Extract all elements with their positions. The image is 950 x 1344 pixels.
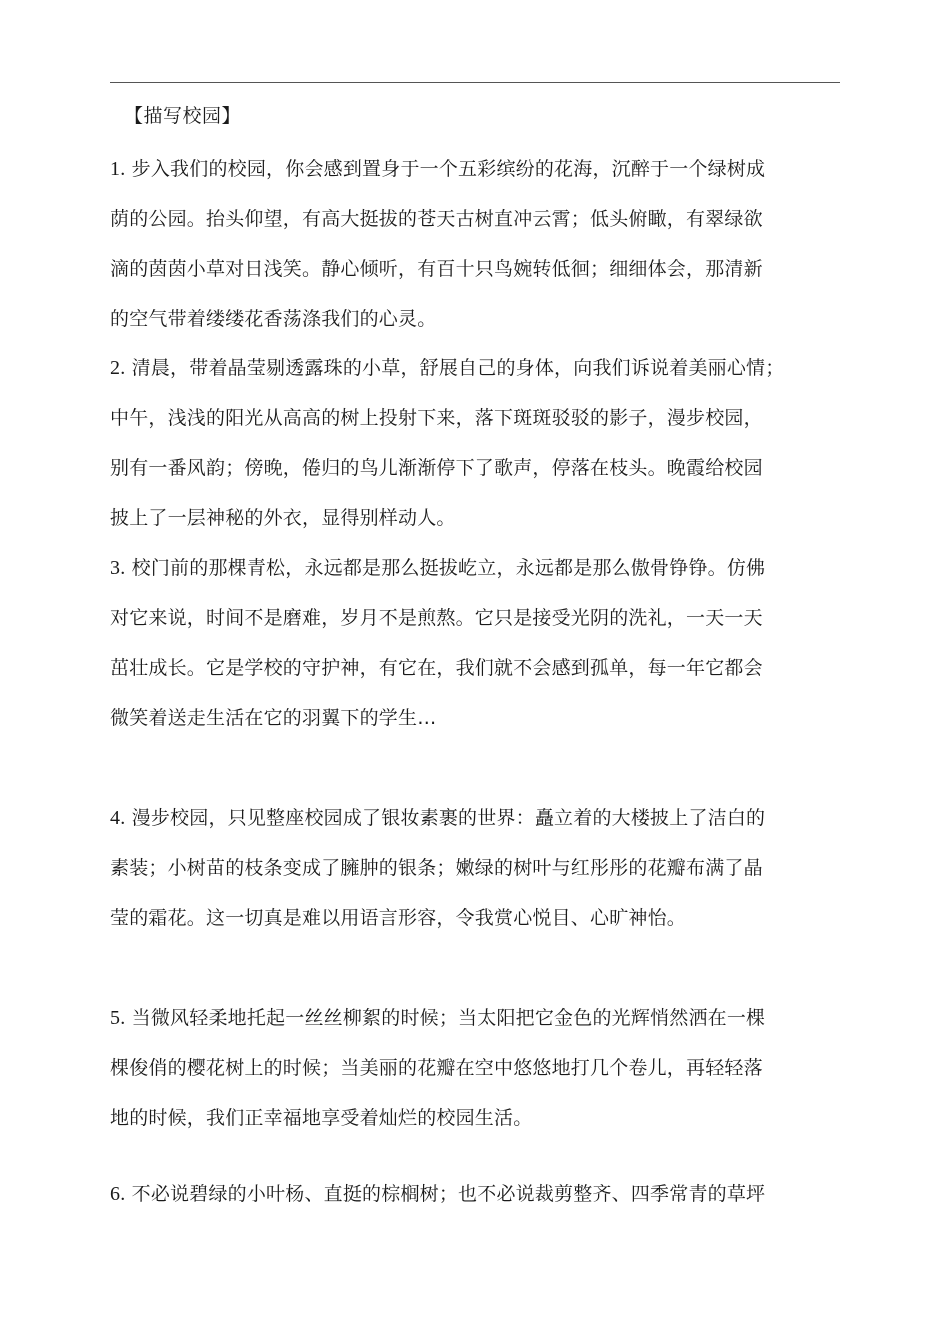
paragraph-line: 4. 漫步校园，只见整座校园成了银妆素裹的世界：矗立着的大楼披上了洁白的	[110, 807, 766, 829]
paragraph-line: 棵俊俏的樱花树上的时候；当美丽的花瓣在空中悠悠地打几个卷儿，再轻轻落	[110, 1057, 763, 1079]
paragraph-line: 别有一番风韵；傍晚，倦归的鸟儿渐渐停下了歌声，停落在枝头。晚霞给校园	[110, 457, 763, 479]
paragraph-line: 素装；小树苗的枝条变成了臃肿的银条；嫩绿的树叶与红彤彤的花瓣布满了晶	[110, 857, 763, 879]
paragraph-line: 1. 步入我们的校园，你会感到置身于一个五彩缤纷的花海，沉醉于一个绿树成	[110, 158, 766, 180]
paragraph-line: 3. 校门前的那棵青松，永远都是那么挺拔屹立，永远都是那么傲骨铮铮。仿佛	[110, 557, 766, 579]
paragraph-number: 2.	[110, 357, 126, 379]
section-heading: 【描写校园】	[124, 105, 242, 127]
paragraph-number: 6.	[110, 1183, 126, 1205]
paragraph-line: 茁壮成长。它是学校的守护神，有它在，我们就不会感到孤单，每一年它都会	[110, 657, 763, 679]
paragraph-number: 3.	[110, 557, 126, 579]
paragraph-line: 莹的霜花。这一切真是难以用语言形容，令我赏心悦目、心旷神怡。	[110, 907, 687, 929]
paragraph-line: 微笑着送走生活在它的羽翼下的学生…	[110, 707, 437, 729]
paragraph-4	[110, 793, 850, 943]
paragraph-line: 2. 清晨，带着晶莹剔透露珠的小草，舒展自己的身体，向我们诉说着美丽心情；	[110, 357, 785, 379]
paragraph-line: 披上了一层神秘的外衣，显得别样动人。	[110, 507, 456, 529]
paragraph-number: 4.	[110, 807, 126, 829]
paragraph-line: 对它来说，时间不是磨难，岁月不是煎熬。它只是接受光阴的洗礼，一天一天	[110, 607, 763, 629]
paragraph-line: 6. 不必说碧绿的小叶杨、直挺的棕榈树；也不必说裁剪整齐、四季常青的草坪	[110, 1183, 766, 1205]
paragraph-3	[110, 543, 850, 743]
paragraph-1	[110, 144, 850, 344]
paragraph-line: 5. 当微风轻柔地托起一丝丝柳絮的时候；当太阳把它金色的光辉悄然洒在一棵	[110, 1007, 766, 1029]
paragraph-line: 荫的公园。抬头仰望，有高大挺拔的苍天古树直冲云霄；低头俯瞰，有翠绿欲	[110, 208, 763, 230]
paragraph-5	[110, 993, 850, 1143]
paragraph-2	[110, 343, 850, 543]
paragraph-number: 5.	[110, 1007, 126, 1029]
paragraph-line: 地的时候，我们正幸福地享受着灿烂的校园生活。	[110, 1107, 533, 1129]
paragraph-line: 中午，浅浅的阳光从高高的树上投射下来，落下斑斑驳驳的影子，漫步校园，	[110, 407, 763, 429]
paragraph-6	[110, 1169, 850, 1219]
paragraph-line: 的空气带着缕缕花香荡涤我们的心灵。	[110, 308, 437, 330]
header-divider	[110, 82, 840, 83]
paragraph-number: 1.	[110, 158, 126, 180]
paragraph-line: 滴的茵茵小草对日浅笑。静心倾听，有百十只鸟婉转低徊；细细体会，那清新	[110, 258, 763, 280]
